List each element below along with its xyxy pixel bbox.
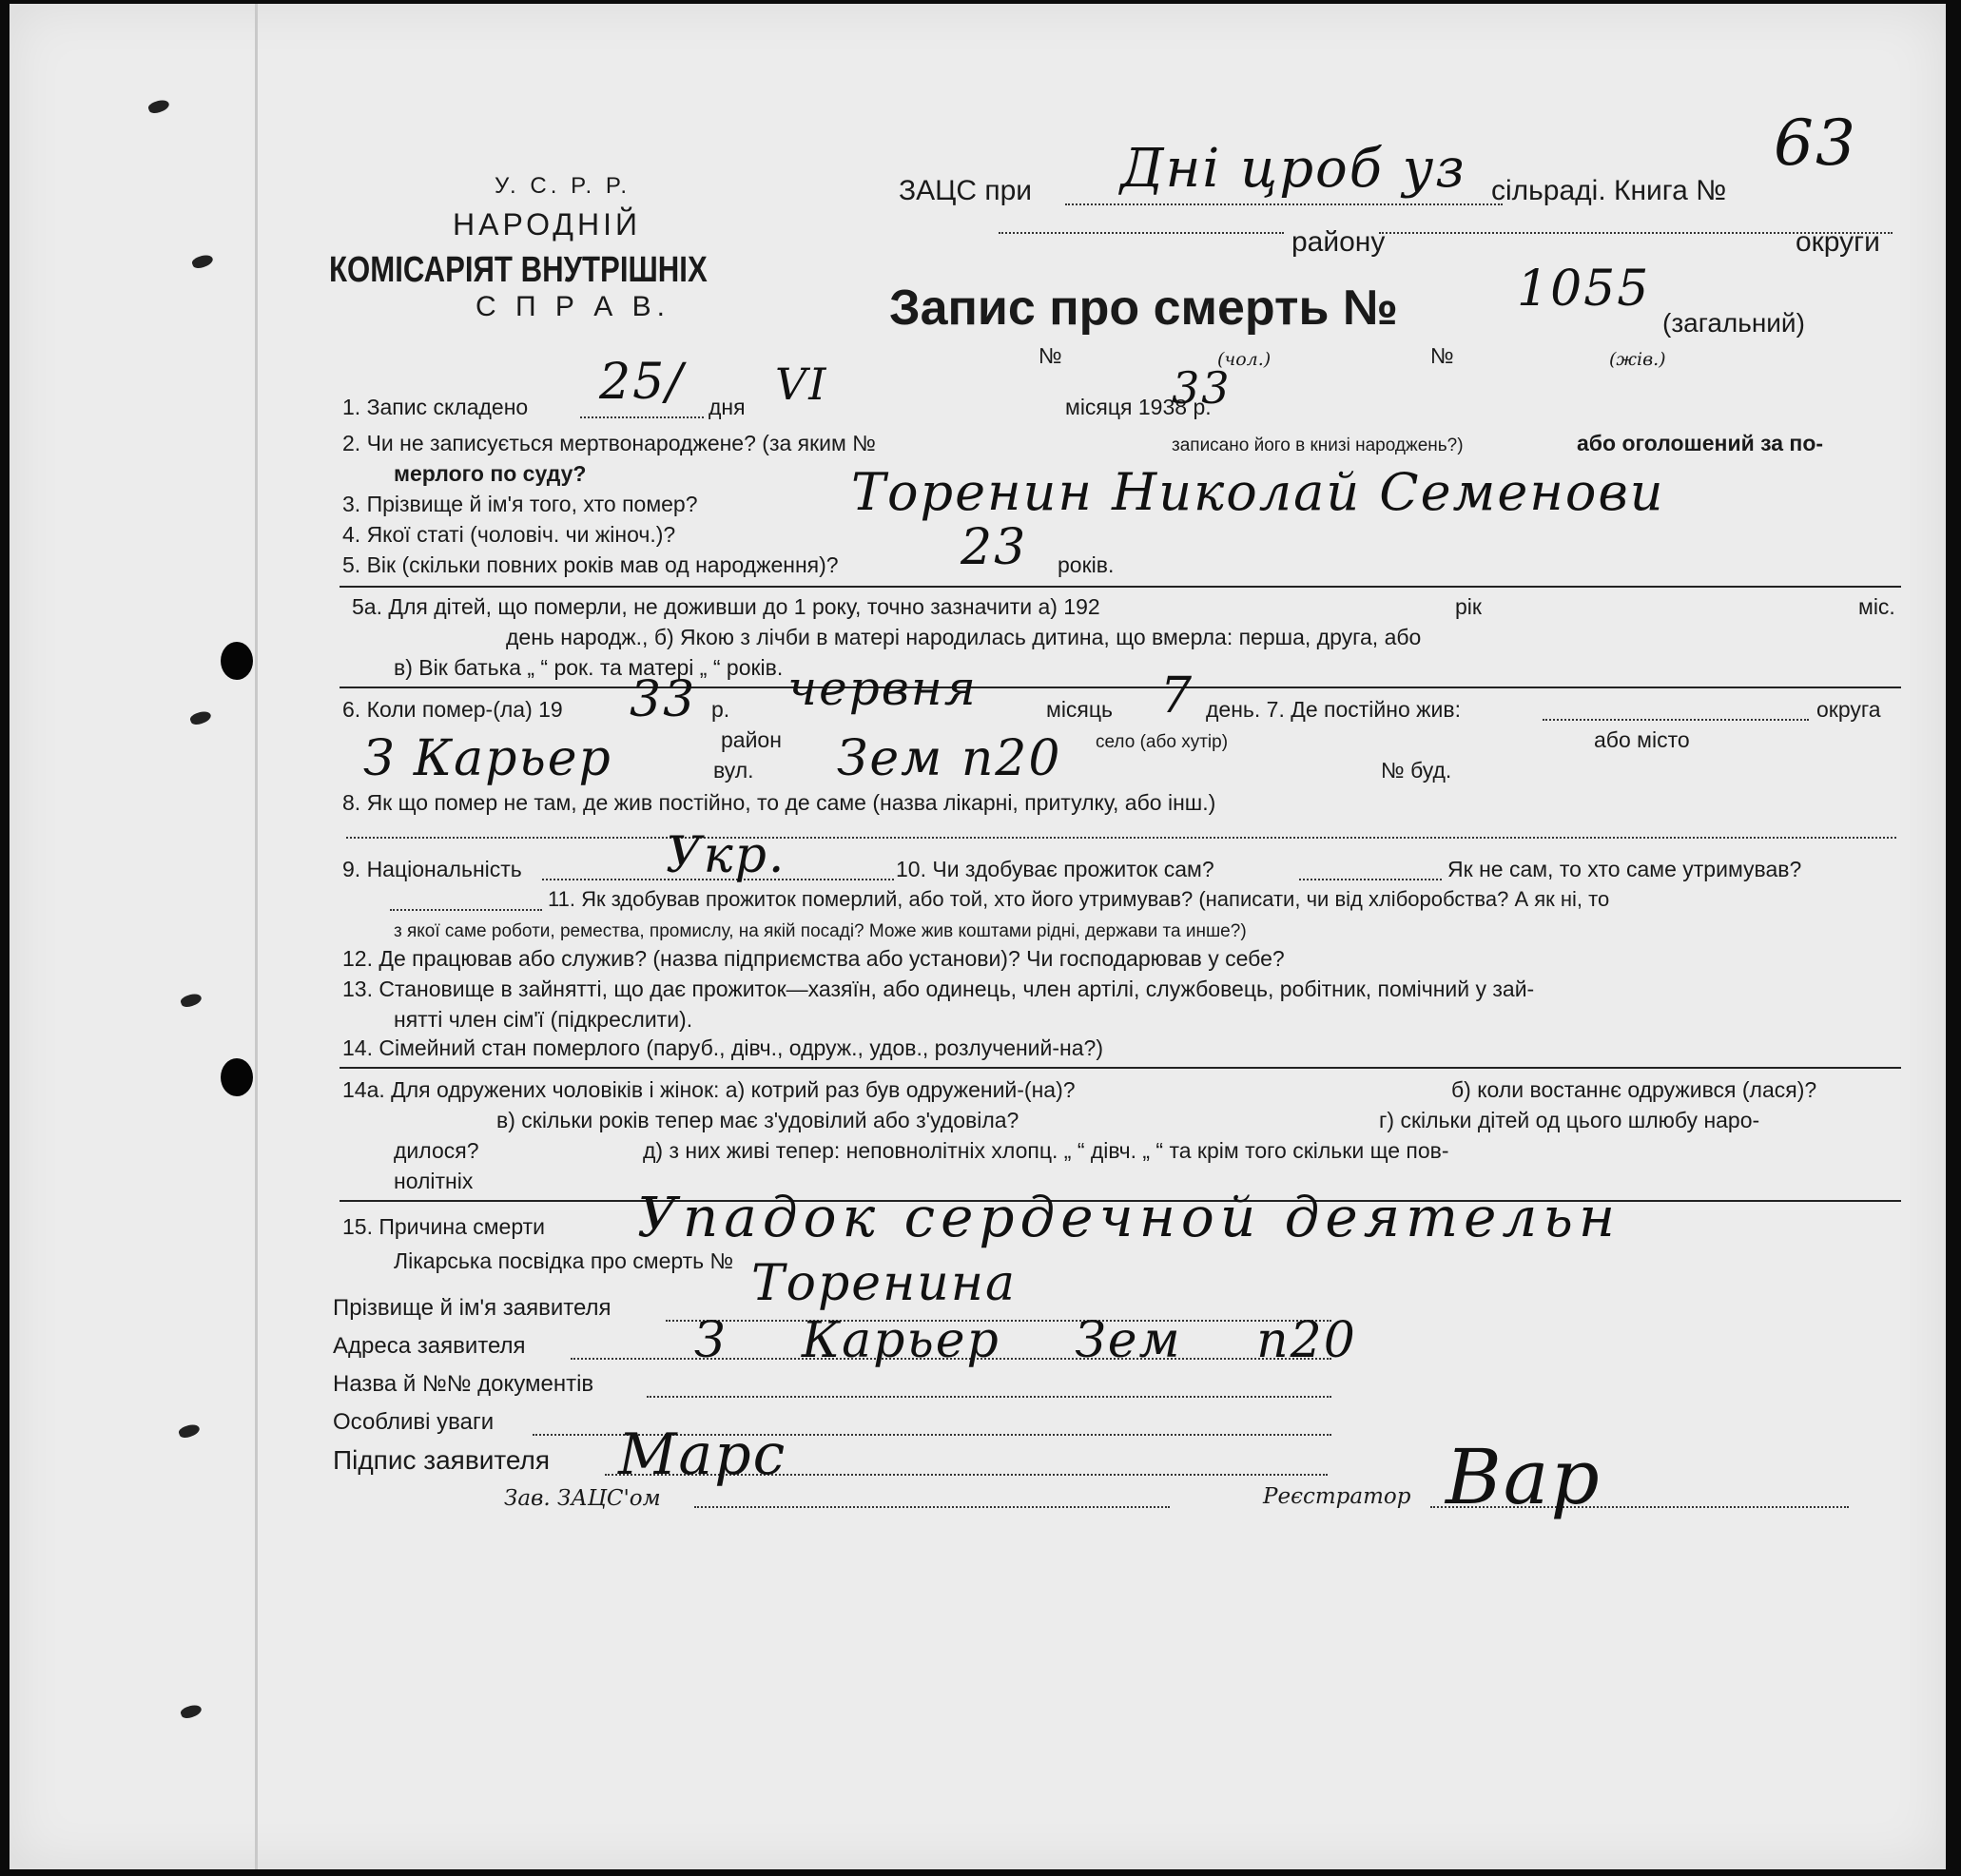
item-10-label: 10. Чи здобуває прожиток сам? [896, 857, 1214, 881]
item-14a-line-2b: г) скільки дітей од цього шлюбу наро- [1379, 1108, 1760, 1132]
zags-label: ЗАЦС при [899, 175, 1033, 206]
book-number: 63 [1774, 106, 1857, 180]
record-month: VI [775, 358, 828, 410]
dotted-line [694, 1506, 1170, 1508]
section-rule [340, 687, 1901, 688]
declarant-name: Торенина [751, 1255, 1018, 1312]
zhiv-label: (жів.) [1609, 349, 1666, 370]
item-14a-line-1b: б) коли востаннє одружився (лася)? [1451, 1077, 1817, 1102]
okruha-label: округи [1796, 226, 1880, 258]
item-1-label: 1. Запис складено [342, 395, 529, 419]
dotted-line [390, 909, 542, 911]
record-number: 1055 [1517, 261, 1651, 318]
item-13-label: 13. Становище в зайнятті, що дає прожиток—хазяїн, або одинець, член артілі, службовець, робітник, помічний у зай- [342, 977, 1535, 1001]
dotted-line [1543, 719, 1809, 721]
medical-certificate-label: Лікарська посвідка про смерть № [394, 1248, 734, 1273]
nationality-value: Укр. [666, 827, 786, 884]
zags-head-label: Зав. ЗАЦС'ом [504, 1486, 661, 1511]
deceased-name: Торенин Николай Семенови [851, 462, 1665, 522]
item-3-label: 3. Прізвище й ім'я того, хто помер? [342, 492, 698, 516]
binding-hole [221, 642, 253, 680]
item-7-label: день. 7. Де постійно жив: [1206, 697, 1461, 722]
month-label: місяць [1046, 697, 1114, 722]
death-month: червня [787, 661, 978, 716]
record-day: 25/ [599, 354, 685, 411]
item-5-label: 5. Вік (скільки повних років мав од народження)? [342, 552, 839, 577]
declarant-name-label: Прізвище й ім'я заявителя [333, 1295, 612, 1321]
item-2-label: 2. Чи не записується мертвонароджене? (за яким № [342, 431, 876, 455]
item-2-end: або оголошений за по- [1577, 431, 1824, 455]
raion-label: район [721, 727, 782, 752]
ink-mark [178, 1422, 202, 1441]
item-2-mid: записано його в книзі народжень?) [1172, 435, 1464, 455]
zahalnyi-label: (загальний) [1662, 308, 1805, 338]
declarant-signature-label: Підпис заявителя [333, 1445, 551, 1475]
item-12-label: 12. Де працював або служив? (назва підприємства або установи)? Чи господарював у себе? [342, 946, 1285, 971]
declarant-address-label: Адреса заявителя [333, 1333, 526, 1359]
selo-label: село (або хутір) [1096, 732, 1229, 752]
item-5a-line-3: в) Вік батька „ “ рок. та матері „ “ років. [394, 655, 784, 680]
zags-value: Дні цроб уз [1120, 138, 1466, 200]
deceased-age: 23 [961, 519, 1028, 576]
stamp-komisariat: КОМІСАРІЯТ ВНУТРІШНІХ [329, 250, 708, 290]
raion-label: району [1291, 226, 1386, 258]
item-4-label: 4. Якої статі (чоловіч. чи жіноч.)? [342, 522, 676, 547]
item-10-end: Як не сам, то хто саме утримував? [1447, 857, 1802, 881]
dotted-line [1299, 879, 1442, 880]
stamp-ussr: У. С. Р. Р. [495, 173, 631, 199]
years-label: років. [1058, 552, 1115, 577]
item-11-label: 11. Як здобував прожиток померлий, або той, хто його утримував? (написати, чи від хліборобства? А як ні, то [548, 887, 1610, 911]
item-5a-line-2: день народж., б) Якою з лічби в матері народилась дитина, що вмерла: перша, друга, або [506, 625, 1422, 649]
item-2-cont: мерлого по суду? [394, 461, 587, 486]
cause-of-death: Упадок сердечной деятельн [637, 1185, 1621, 1249]
residence-street: Зем п20 [837, 730, 1062, 787]
residence-place: З Карьер [363, 730, 612, 787]
ink-mark [189, 709, 213, 727]
document-title: Запис про смерть № [889, 280, 1398, 336]
item-8-label: 8. Як що помер не там, де жив постійно, то де саме (назва лікарні, притулку, або інш.) [342, 790, 1216, 815]
item-14a-line-2a: в) скільки років тепер має з'удовілий або з'удовіла? [496, 1108, 1019, 1132]
item-5a-rik: рік [1455, 594, 1482, 619]
declarant-signature: Марс [618, 1422, 787, 1488]
street-label: вул. [713, 758, 754, 783]
section-rule [340, 1067, 1901, 1069]
ink-mark [180, 1703, 204, 1721]
chol-label: (чол.) [1217, 349, 1272, 370]
death-year: 33 [630, 671, 697, 728]
item-14a-line-4: нолітніх [394, 1169, 474, 1193]
item-6-label: 6. Коли помер-(ла) 19 [342, 697, 563, 722]
village-council-label: сільраді. Книга № [1491, 175, 1727, 206]
documents-label: Назва й №№ документів [333, 1371, 594, 1397]
section-rule [340, 586, 1901, 588]
dotted-line [647, 1396, 1331, 1398]
death-day: 7 [1160, 667, 1194, 725]
registrar-label: Реєстратор [1263, 1484, 1411, 1509]
number-sign: № [1039, 343, 1062, 368]
item-11-cont: з якої саме роботи, ремества, промислу, на якій посаді? Може жив коштами рідні, держави та инше?) [394, 921, 1247, 941]
item-15-label: 15. Причина смерти [342, 1214, 546, 1239]
item-14a-line-3b: д) з них живі тепер: неповнолітніх хлопц. „ “ дівч. „ “ та крім того скільки ще пов- [643, 1138, 1449, 1163]
ink-mark [180, 992, 204, 1010]
item-13-cont: нятті член сім'ї (підкреслити). [394, 1007, 693, 1032]
misyatsya-label: місяця 1938 р. [1065, 395, 1212, 419]
registrar-signature: Вар [1446, 1433, 1602, 1521]
death-record-form [10, 4, 1946, 1869]
item-5a-mis: міс. [1858, 594, 1895, 619]
special-notes-label: Особливі уваги [333, 1409, 495, 1435]
item-5a-line-1: 5а. Для дітей, що померли, не доживши до 1 року, точно зазначити а) 192 [352, 594, 1100, 619]
item-14a-line-3a: дилося? [394, 1138, 479, 1163]
item-9-label: 9. Національність [342, 857, 522, 881]
stamp-narodnii: НАРОДНІЙ [453, 207, 641, 242]
record-year: 33 [1172, 362, 1232, 414]
raion-line [999, 232, 1284, 234]
item-14a-line-1a: 14а. Для одружених чоловіків і жінок: а) котрий раз був одружений-(на)? [342, 1077, 1076, 1102]
number-sign: № [1430, 343, 1454, 368]
item-14-label: 14. Сімейний стан померлого (паруб., дівч., одруж., удов., розлучений-на?) [342, 1035, 1103, 1060]
stamp-sprav: С П Р А В. [476, 291, 670, 322]
misto-label: або місто [1594, 727, 1690, 752]
declarant-address: З Карьер Зем п20 [694, 1312, 1357, 1369]
ink-mark [147, 98, 171, 116]
dnya-label: дня [709, 395, 746, 419]
page-fold-line [255, 4, 258, 1869]
ink-mark [191, 253, 215, 271]
item-6-r: р. [711, 697, 730, 722]
building-label: № буд. [1381, 758, 1452, 783]
zags-line [1065, 203, 1503, 205]
binding-hole [221, 1058, 253, 1096]
dotted-line [580, 416, 704, 418]
okruha-label: округа [1816, 697, 1881, 722]
dotted-line [346, 837, 1896, 839]
